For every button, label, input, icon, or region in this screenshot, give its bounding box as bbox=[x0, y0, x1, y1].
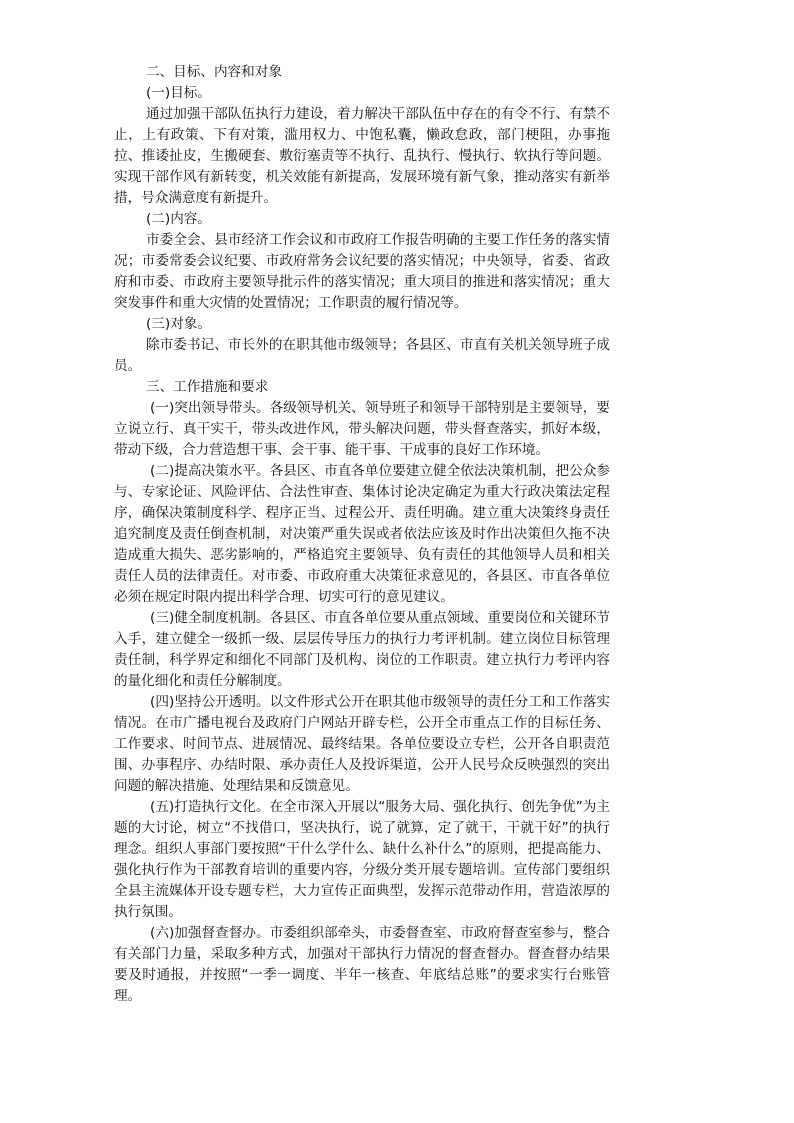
document-body bbox=[114, 62, 610, 1007]
paragraph-measure-supervision: (六)加强督查督办。市委组织部牵头，市委督查室、市政府督查室参与，整合有关部门力量，采取多种方式，加强对干部执行力情况的督查督办。督查督办结果要及时通报，并按照“一季一调度、半年一核查、年底结总账”的要求实行台账管理。 bbox=[114, 925, 610, 1004]
paragraph-targets: 除市委书记、市长外的在职其他市级领导；各县区、市直有关机关领导班子成员。 bbox=[114, 337, 610, 374]
subheading-targets: (三)对象。 bbox=[146, 316, 211, 332]
paragraph-measure-leadership: (一)突出领导带头。各级领导机关、领导班子和领导干部特别是主要领导，要立说立行、真干实干，带头改进作风，带头解决问题，带头督查落实，抓好本级，带动下级，合力营造想干事、会干事、能干事、干成事的良好工作环境。 bbox=[114, 400, 610, 458]
paragraph-measure-decision: (二)提高决策水平。各县区、市直各单位要建立健全依法决策机制，把公众参与、专家论证、风险评估、合法性审查、集体讨论决定确定为重大行政决策法定程序，确保决策制度科学、程序正当、过程公开、责任明确。建立重大决策终身责任追究制度及责任倒查机制，对决策严重失误或者依法应该及时作出决策但久拖不决造成重大损失、恶劣影响的，严格追究主要领导、负有责任的其他领导人员和相关责任人员的法律责任。对市委、市政府重大决策征求意见的，各县区、市直各单位必须在规定时限内提出科学合理、切实可行的意见建议。 bbox=[114, 463, 610, 605]
section-heading-goals-content-targets: 二、目标、内容和对象 bbox=[146, 64, 282, 80]
paragraph-content: 市委全会、县市经济工作会议和市政府工作报告明确的主要工作任务的落实情况；市委常委会议纪要、市政府常务会议纪要的落实情况；中央领导，省委、省政府和市委、市政府主要领导批示件的落实情况；重大项目的推进和落实情况；重大突发事件和重大灾情的处置情况；工作职责的履行情况等。 bbox=[114, 232, 610, 311]
subheading-goals: (一)目标。 bbox=[146, 85, 211, 101]
subheading-content: (二)内容。 bbox=[146, 211, 211, 227]
paragraph-measure-culture: (五)打造执行文化。在全市深入开展以“服务大局、强化执行、创先争优”为主题的大讨论，树立“不找借口，坚决执行，说了就算，定了就干，干就干好”的执行理念。组织人事部门要按照“干什么学什么、缺什么补什么”的原则，把提高能力、强化执行作为干部教育培训的重要内容，分级分类开展专题培训。宣传部门要组织全县主流媒体开设专题专栏，大力宣传正面典型，发挥示范带动作用，营造浓厚的执行氛围。 bbox=[114, 799, 610, 920]
paragraph-measure-transparency: (四)坚持公开透明。以文件形式公开在职其他市级领导的责任分工和工作落实情况。在市广播电视台及政府门户网站开辟专栏，公开全市重点工作的目标任务、工作要求、时间节点、进展情况、最终结果。各单位要设立专栏，公开各自职责范围、办事程序、办结时限、承办责任人及投诉渠道，公开人民号众反映强烈的突出问题的解决措施、处理结果和反馈意见。 bbox=[114, 694, 610, 794]
section-heading-measures-requirements: 三、工作措施和要求 bbox=[146, 379, 269, 395]
paragraph-measure-institution: (三)健全制度机制。各县区、市直各单位要从重点领域、重要岗位和关键环节入手，建立健全一级抓一级、层层传导压力的执行力考评机制。建立岗位目标管理责任制，科学界定和细化不同部门及机构、岗位的工作职责。建立执行力考评内容的量化细化和责任分解制度。 bbox=[114, 610, 610, 689]
paragraph-goals: 通过加强干部队伍执行力建设，着力解决干部队伍中存在的有令不行、有禁不止，上有政策、下有对策，滥用权力、中饱私囊，懒政怠政，部门梗阻，办事拖拉、推诿扯皮，生搬硬套、敷衍塞责等不执行、乱执行、慢执行、软执行等问题。实现干部作风有新转变，机关效能有新提高，发展环境有新气象，推动落实有新举措，号众满意度有新提升。 bbox=[114, 106, 610, 206]
